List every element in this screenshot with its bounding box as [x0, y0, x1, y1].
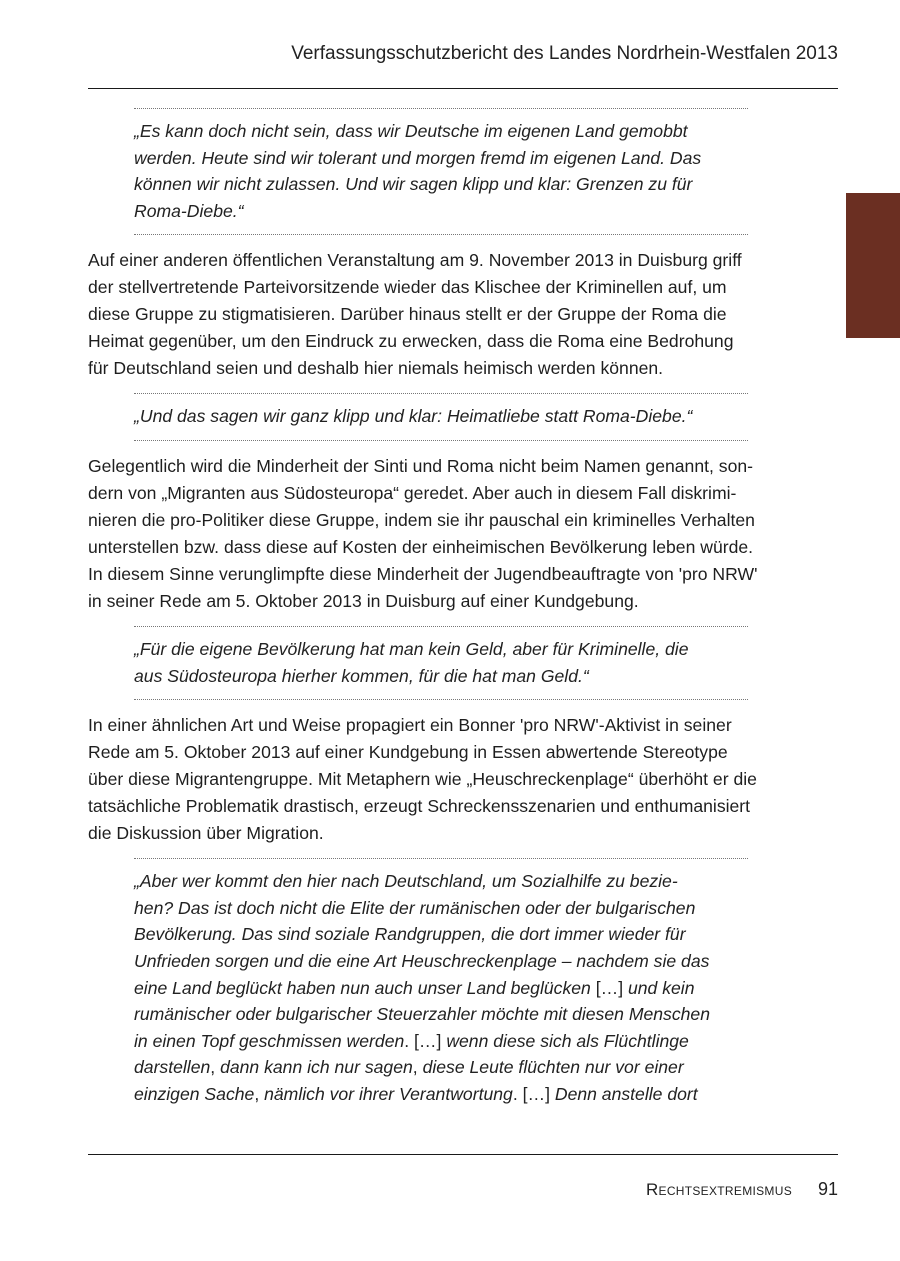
text-line: für Deutschland seien und deshalb hier niemals heimisch werden können. [88, 358, 664, 379]
text-line [134, 1081, 748, 1108]
text-line: in seiner Rede am 5. Oktober 2013 in Duisburg auf einer Kundgebung. [88, 590, 639, 611]
header-rule [88, 88, 838, 89]
body-paragraph [88, 712, 800, 847]
text-line: aus Südosteuropa hierher kommen, für die hat man Geld.“ [134, 665, 589, 686]
text-line: „Für die eigene Bevölkerung hat man kein Geld, aber für Kriminelle, die [134, 638, 689, 659]
text-line: die Diskussion über Migration. [88, 823, 324, 844]
page-number: 91 [817, 1179, 838, 1199]
text-line [134, 1028, 748, 1055]
chapter-tab-marker [846, 193, 900, 338]
text-segment: . […] [404, 1030, 447, 1051]
text-line [134, 948, 748, 975]
text-line: können wir nicht zulassen. Und wir sagen klipp und klar: Grenzen zu für [134, 174, 693, 195]
text-segment: dann kann ich nur sagen [220, 1057, 413, 1078]
text-line: Heimat gegenüber, um den Eindruck zu erwecken, dass die Roma eine Bedrohung [88, 331, 734, 352]
block-quote [134, 393, 748, 441]
text-line [134, 1054, 748, 1081]
block-quote [134, 626, 748, 700]
footer-section-title: Rechtsextremismus [645, 1180, 792, 1199]
text-segment: und kein [627, 977, 695, 998]
text-line [134, 1001, 748, 1028]
body-paragraph [88, 247, 800, 382]
text-line: In einer ähnlichen Art und Weise propagiert ein Bonner 'pro NRW'-Aktivist in seiner [88, 715, 732, 736]
text-segment: einzigen Sache [134, 1083, 255, 1104]
text-segment: hen? Das ist doch nicht die Elite der rumänischen oder der bulgarischen [134, 897, 696, 918]
text-segment: , [254, 1083, 265, 1104]
text-line [134, 895, 748, 922]
block-quote-continued [134, 858, 748, 1117]
text-line: diese Gruppe zu stigmatisieren. Darüber hinaus stellt er der Gruppe der Roma die [88, 304, 727, 325]
text-line: In diesem Sinne verunglimpfte diese Minderheit der Jugendbeauftragte von 'pro NRW' [88, 563, 758, 584]
text-line: über diese Migrantengruppe. Mit Metaphern wie „Heuschreckenplage“ überhöht er die [88, 769, 757, 790]
text-line: werden. Heute sind wir tolerant und morgen fremd im eigenen Land. Das [134, 147, 702, 168]
text-line [134, 921, 748, 948]
footer-rule [88, 1154, 838, 1155]
text-line: Gelegentlich wird die Minderheit der Sinti und Roma nicht beim Namen genannt, son- [88, 455, 754, 476]
text-segment: […] [590, 977, 628, 998]
text-segment: . […] [512, 1083, 555, 1104]
running-header-title: Verfassungsschutzbericht des Landes Nordrhein-Westfalen 2013 [291, 43, 838, 64]
text-segment: darstellen [134, 1057, 211, 1078]
text-segment: Bevölkerung. Das sind soziale Randgruppen, die dort immer wieder für [134, 924, 686, 945]
text-line [134, 868, 748, 895]
text-line [134, 975, 748, 1002]
text-line: Auf einer anderen öffentlichen Veranstaltung am 9. November 2013 in Duisburg griff [88, 250, 742, 271]
text-line: unterstellen bzw. dass diese auf Kosten der einheimischen Bevölkerung leben würde. [88, 536, 754, 557]
text-segment: nämlich vor ihrer Verantwortung [264, 1083, 513, 1104]
text-segment: in einen Topf geschmissen werden [134, 1030, 405, 1051]
text-segment: diese Leute flüchten nur vor einer [422, 1057, 684, 1078]
text-line: „Und das sagen wir ganz klipp und klar: Heimatliebe statt Roma-Diebe.“ [134, 406, 693, 427]
text-segment: eine Land beglückt haben nun auch unser Land beglücken [134, 977, 591, 998]
text-line: „Es kann doch nicht sein, dass wir Deutsche im eigenen Land gemobbt [134, 121, 688, 141]
text-segment: , [412, 1057, 423, 1078]
text-line: Roma-Diebe.“ [134, 200, 244, 221]
text-line: Rede am 5. Oktober 2013 auf einer Kundgebung in Essen abwertende Stereotype [88, 742, 728, 763]
body-paragraph [88, 453, 800, 615]
text-line: nieren die pro-Politiker diese Gruppe, indem sie ihr pauschal ein kriminelles Verhalten [88, 509, 755, 530]
text-segment: wenn diese sich als Flüchtlinge [446, 1030, 689, 1051]
text-segment: Unfrieden sorgen und die eine Art Heuschreckenplage – nachdem sie das [134, 950, 710, 971]
text-line: tatsächliche Problematik drastisch, erzeugt Schreckensszenarien und enthumanisiert [88, 796, 751, 817]
text-line: dern von „Migranten aus Südosteuropa“ geredet. Aber auch in diesem Fall diskrimi- [88, 482, 737, 503]
text-segment: rumänischer oder bulgarischer Steuerzahler möchte mit diesen Menschen [134, 1004, 710, 1025]
text-segment: , [210, 1057, 221, 1078]
text-segment: Denn anstelle dort [554, 1083, 698, 1104]
text-segment: „Aber wer kommt den hier nach Deutschland, um Sozialhilfe zu bezie- [134, 871, 678, 892]
text-line: der stellvertretende Parteivorsitzende wieder das Klischee der Kriminellen auf, um [88, 277, 727, 298]
page-body [88, 108, 800, 1118]
block-quote [134, 108, 748, 235]
